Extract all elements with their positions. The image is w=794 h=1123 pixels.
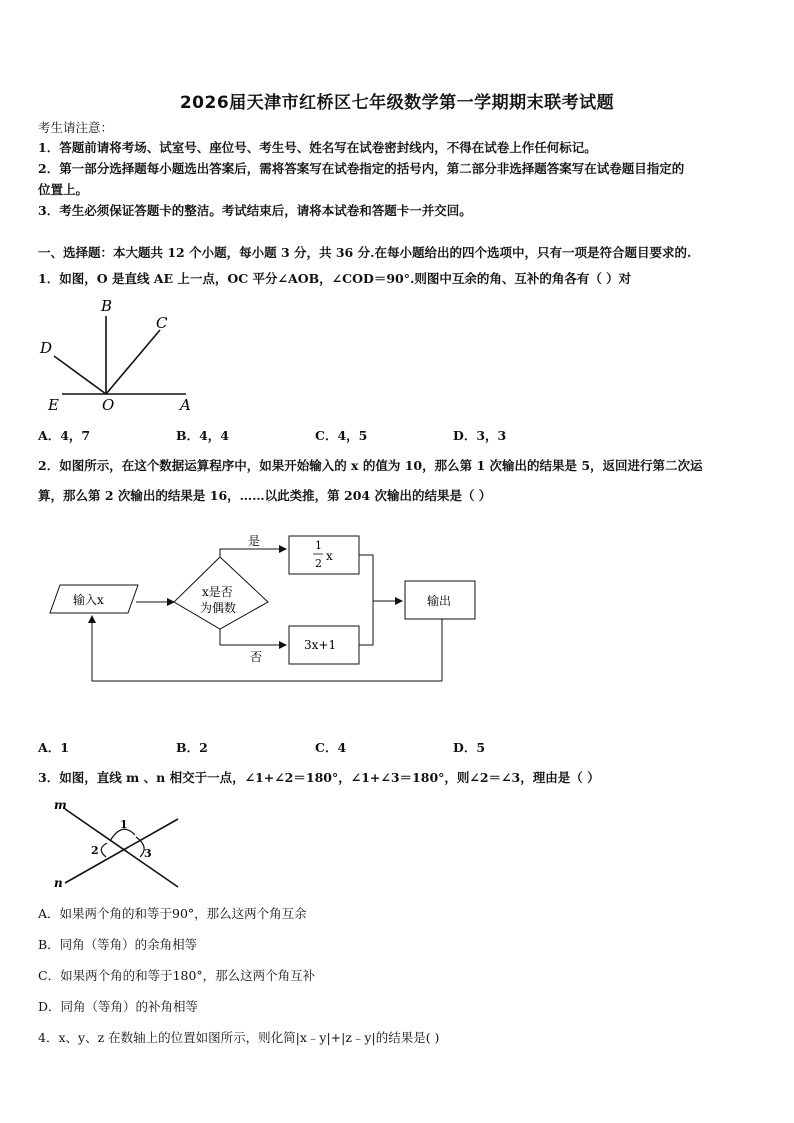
no-label: 否: [250, 650, 263, 664]
merge-line: [359, 555, 373, 645]
q2-option-b: B．2: [176, 740, 208, 755]
output-label: 输出: [427, 594, 452, 608]
label-d: D: [40, 339, 53, 357]
label-angle-1: 1: [120, 818, 128, 831]
label-a: A: [180, 396, 191, 414]
notice-item-3: 3．考生必须保证答题卡的整洁。考试结束后，请将本试卷和答题卡一并交回。: [38, 203, 472, 218]
q2-option-d: D．5: [453, 740, 486, 755]
label-b: B: [101, 297, 113, 315]
q1-figure: [34, 292, 204, 422]
q3-stem: 3．如图，直线 m 、n 相交于一点，∠1+∠2＝180°，∠1+∠3＝180°，则∠2＝∠3，理由是（ ）: [38, 770, 600, 785]
q1-option-a: A．4，7: [38, 428, 91, 443]
angle-3-arc: [136, 837, 144, 857]
arrow-no: [220, 629, 286, 645]
q3-option-a: A．如果两个角的和等于90°，那么这两个角互余: [38, 906, 307, 921]
yes-label: 是: [248, 534, 261, 548]
q1-option-d: D．3，3: [453, 428, 507, 443]
loop-back-arrow: [92, 616, 442, 681]
decision-line1: x是否: [202, 585, 233, 599]
input-label: 输入x: [73, 593, 104, 607]
page-title: 2026届天津市红桥区七年级数学第一学期期末联考试题: [179, 93, 615, 113]
section-heading: 一、选择题：本大题共 12 个小题，每小题 3 分，共 36 分.在每小题给出的四个选项中，只有一项是符合题目要求的.: [38, 245, 692, 260]
label-angle-2: 2: [91, 844, 99, 857]
half-box: [289, 536, 359, 574]
half-numerator: 1: [315, 539, 322, 552]
label-o: O: [102, 396, 115, 414]
decision-line2: 为偶数: [200, 601, 237, 615]
label-angle-3: 3: [144, 847, 152, 860]
q2-option-a: A．1: [38, 740, 69, 755]
half-x: x: [326, 549, 333, 563]
angle-2-arc: [101, 843, 107, 857]
q2-stem-line1: 2．如图所示，在这个数据运算程序中，如果开始输入的 x 的值为 10，那么第 1 次输出的结果是 5，返回进行第二次运: [38, 458, 703, 473]
q1-stem: 1．如图，O 是直线 AE 上一点，OC 平分∠AOB，∠COD＝90°.则图中互余的角、互补的角各有（ ）对: [38, 271, 632, 286]
ray-od: [54, 356, 106, 394]
q2-option-c: C．4: [315, 740, 347, 755]
half-denominator: 2: [315, 557, 322, 570]
angle-1-arc: [110, 829, 135, 841]
q2-stem-line2: 算，那么第 2 次输出的结果是 16，……以此类推，第 204 次输出的结果是（ ）: [38, 488, 492, 503]
q4-stem: 4．x、y、z 在数轴上的位置如图所示，则化简|x﹣y|+|z﹣y|的结果是( ): [38, 1030, 440, 1045]
label-c: C: [156, 314, 168, 332]
ray-oc: [106, 330, 160, 394]
q1-option-c: C．4，5: [315, 428, 368, 443]
q3-option-d: D．同角（等角）的补角相等: [38, 999, 199, 1014]
q2-flowchart: [40, 525, 500, 690]
label-m: m: [54, 798, 67, 812]
notice-item-1: 1．答题前请将考场、试室号、座位号、考生号、姓名写在试卷密封线内，不得在试卷上作任何标记。: [38, 140, 597, 155]
q3-option-c: C．如果两个角的和等于180°，那么这两个角互补: [38, 968, 316, 983]
triple-label: 3x+1: [304, 638, 337, 652]
arrow-yes: [220, 549, 286, 557]
notice-heading: 考生请注意：: [38, 120, 114, 135]
q3-option-b: B．同角（等角）的余角相等: [38, 937, 198, 952]
q3-figure: [40, 795, 190, 895]
q1-option-b: B．4，4: [176, 428, 229, 443]
notice-item-2-cont: 位置上。: [38, 182, 89, 197]
label-n: n: [54, 876, 63, 890]
notice-item-2: 2．第一部分选择题每小题选出答案后，需将答案写在试卷指定的括号内，第二部分非选择题答案写在试卷题目指定的: [38, 161, 685, 176]
label-e: E: [48, 396, 59, 414]
